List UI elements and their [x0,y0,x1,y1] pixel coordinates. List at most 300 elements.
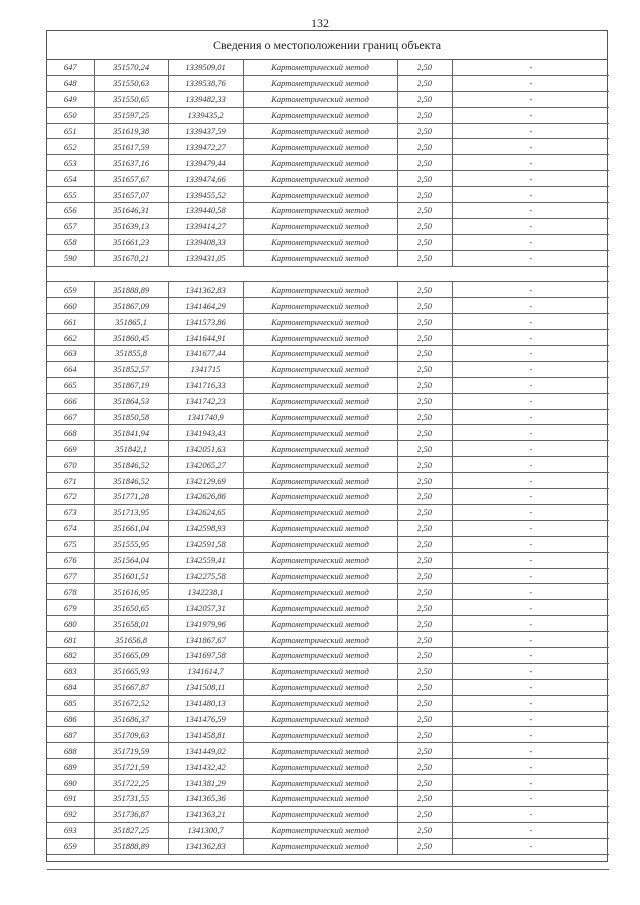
x-coordinate-cell: 351855,8 [94,346,168,362]
description-cell: - [452,632,609,648]
accuracy-cell: 2,50 [397,743,452,759]
method-cell: Картометрический метод [243,409,397,425]
description-cell: - [452,663,609,679]
point-number-cell: 673 [47,504,94,520]
description-cell: - [452,155,609,171]
y-coordinate-cell: 1341715 [168,361,243,377]
accuracy-cell: 2,50 [397,203,452,219]
x-coordinate-cell: 351661,23 [94,234,168,250]
point-number-cell: 648 [47,75,94,91]
table-row [47,663,609,679]
accuracy-cell: 2,50 [397,679,452,695]
accuracy-cell: 2,50 [397,632,452,648]
table-row [47,743,609,759]
table-row [47,457,609,473]
description-cell: - [452,600,609,616]
accuracy-cell: 2,50 [397,91,452,107]
x-coordinate-cell: 351736,87 [94,806,168,822]
description-cell: - [452,504,609,520]
accuracy-cell: 2,50 [397,425,452,441]
point-number-cell: 667 [47,409,94,425]
y-coordinate-cell: 1342559,41 [168,552,243,568]
accuracy-cell: 2,50 [397,663,452,679]
point-number-cell: 690 [47,775,94,791]
method-cell: Картометрический метод [243,663,397,679]
description-cell: - [452,473,609,489]
description-cell: - [452,409,609,425]
method-cell: Картометрический метод [243,759,397,775]
table-row [47,552,609,568]
description-cell: - [452,743,609,759]
accuracy-cell: 2,50 [397,600,452,616]
accuracy-cell: 2,50 [397,282,452,298]
x-coordinate-cell: 351601,51 [94,568,168,584]
accuracy-cell: 2,50 [397,759,452,775]
x-coordinate-cell: 351865,1 [94,314,168,330]
table-row [47,361,609,377]
point-number-cell: 691 [47,790,94,806]
accuracy-cell: 2,50 [397,298,452,314]
table-row [47,711,609,727]
x-coordinate-cell: 351888,89 [94,838,168,854]
point-number-cell: 688 [47,743,94,759]
x-coordinate-cell: 351570,24 [94,60,168,75]
table-row [47,504,609,520]
accuracy-cell: 2,50 [397,552,452,568]
point-number-cell: 684 [47,679,94,695]
y-coordinate-cell: 1342598,93 [168,520,243,536]
y-coordinate-cell: 1341362,83 [168,282,243,298]
y-coordinate-cell: 1341697,58 [168,647,243,663]
point-number-cell: 669 [47,441,94,457]
description-cell: - [452,393,609,409]
table-row [47,282,609,298]
description-cell: - [452,298,609,314]
table-row [47,155,609,171]
method-cell: Картометрический метод [243,838,397,854]
y-coordinate-cell: 1339431,05 [168,250,243,266]
y-coordinate-cell: 1341573,86 [168,314,243,330]
x-coordinate-cell: 351846,52 [94,457,168,473]
description-cell: - [452,647,609,663]
x-coordinate-cell: 351665,09 [94,647,168,663]
description-cell: - [452,759,609,775]
table-row [47,775,609,791]
point-number-cell: 679 [47,600,94,616]
accuracy-cell: 2,50 [397,504,452,520]
table-row [47,346,609,362]
x-coordinate-cell: 351550,65 [94,91,168,107]
point-number-cell: 658 [47,234,94,250]
accuracy-cell: 2,50 [397,377,452,393]
table-row [47,806,609,822]
y-coordinate-cell: 1341476,59 [168,711,243,727]
point-number-cell: 686 [47,711,94,727]
table-row [47,187,609,203]
x-coordinate-cell: 351616,95 [94,584,168,600]
method-cell: Картометрический метод [243,203,397,219]
x-coordinate-cell: 351550,63 [94,75,168,91]
description-cell: - [452,679,609,695]
x-coordinate-cell: 351555,95 [94,536,168,552]
method-cell: Картометрический метод [243,425,397,441]
method-cell: Картометрический метод [243,473,397,489]
x-coordinate-cell: 351661,04 [94,520,168,536]
point-number-cell: 650 [47,107,94,123]
description-cell: - [452,568,609,584]
x-coordinate-cell: 351658,01 [94,616,168,632]
method-cell: Картометрический метод [243,552,397,568]
description-cell: - [452,282,609,298]
y-coordinate-cell: 1341644,91 [168,330,243,346]
table-row [47,520,609,536]
y-coordinate-cell: 1342051,63 [168,441,243,457]
description-cell: - [452,806,609,822]
method-cell: Картометрический метод [243,91,397,107]
accuracy-cell: 2,50 [397,838,452,854]
y-coordinate-cell: 1339479,44 [168,155,243,171]
method-cell: Картометрический метод [243,695,397,711]
accuracy-cell: 2,50 [397,647,452,663]
description-cell: - [452,727,609,743]
point-number-cell: 659 [47,838,94,854]
method-cell: Картометрический метод [243,679,397,695]
method-cell: Картометрический метод [243,584,397,600]
accuracy-cell: 2,50 [397,393,452,409]
x-coordinate-cell: 351650,65 [94,600,168,616]
method-cell: Картометрический метод [243,155,397,171]
description-cell: - [452,457,609,473]
method-cell: Картометрический метод [243,806,397,822]
y-coordinate-cell: 1339440,58 [168,203,243,219]
description-cell: - [452,314,609,330]
x-coordinate-cell: 351672,52 [94,695,168,711]
description-cell: - [452,536,609,552]
method-cell: Картометрический метод [243,218,397,234]
point-number-cell: 693 [47,822,94,838]
accuracy-cell: 2,50 [397,775,452,791]
x-coordinate-cell: 351665,93 [94,663,168,679]
table-row [47,584,609,600]
point-number-cell: 653 [47,155,94,171]
x-coordinate-cell: 351722,25 [94,775,168,791]
table-row [47,171,609,187]
y-coordinate-cell: 1341508,11 [168,679,243,695]
y-coordinate-cell: 1341464,29 [168,298,243,314]
method-cell: Картометрический метод [243,568,397,584]
y-coordinate-cell: 1342129,69 [168,473,243,489]
point-number-cell: 661 [47,314,94,330]
x-coordinate-cell: 351656,8 [94,632,168,648]
table-row [47,218,609,234]
page-number: 132 [311,16,329,30]
point-number-cell: 590 [47,250,94,266]
accuracy-cell: 2,50 [397,155,452,171]
table-row [47,330,609,346]
description-cell: - [452,91,609,107]
y-coordinate-cell: 1341480,13 [168,695,243,711]
x-coordinate-cell: 351686,37 [94,711,168,727]
separator-cell [47,266,609,282]
y-coordinate-cell: 1339455,52 [168,187,243,203]
method-cell: Картометрический метод [243,330,397,346]
description-cell: - [452,60,609,75]
accuracy-cell: 2,50 [397,218,452,234]
x-coordinate-cell: 351719,59 [94,743,168,759]
method-cell: Картометрический метод [243,171,397,187]
description-cell: - [452,203,609,219]
y-coordinate-cell: 1341943,43 [168,425,243,441]
method-cell: Картометрический метод [243,790,397,806]
description-cell: - [452,441,609,457]
point-number-cell: 674 [47,520,94,536]
y-coordinate-cell: 1341458,81 [168,727,243,743]
x-coordinate-cell: 351867,09 [94,298,168,314]
y-coordinate-cell: 1342057,31 [168,600,243,616]
table-row [47,377,609,393]
method-cell: Картометрический метод [243,60,397,75]
method-cell: Картометрический метод [243,282,397,298]
table-row [47,123,609,139]
description-cell: - [452,361,609,377]
accuracy-cell: 2,50 [397,60,452,75]
description-cell: - [452,775,609,791]
coordinates-table-body [47,60,609,870]
point-number-cell: 668 [47,425,94,441]
y-coordinate-cell: 1341365,36 [168,790,243,806]
y-coordinate-cell: 1342275,58 [168,568,243,584]
y-coordinate-cell: 1339482,33 [168,91,243,107]
point-number-cell: 663 [47,346,94,362]
point-number-cell: 677 [47,568,94,584]
x-coordinate-cell: 351841,94 [94,425,168,441]
x-coordinate-cell: 351860,45 [94,330,168,346]
point-number-cell: 654 [47,171,94,187]
y-coordinate-cell: 1342065,27 [168,457,243,473]
point-number-cell: 675 [47,536,94,552]
method-cell: Картометрический метод [243,536,397,552]
y-coordinate-cell: 1339414,27 [168,218,243,234]
y-coordinate-cell: 1341614,7 [168,663,243,679]
method-cell: Картометрический метод [243,123,397,139]
table-row [47,568,609,584]
y-coordinate-cell: 1342238,1 [168,584,243,600]
table-row [47,393,609,409]
accuracy-cell: 2,50 [397,473,452,489]
method-cell: Картометрический метод [243,727,397,743]
method-cell: Картометрический метод [243,775,397,791]
x-coordinate-cell: 351864,53 [94,393,168,409]
y-coordinate-cell: 1341979,96 [168,616,243,632]
table-row [47,314,609,330]
method-cell: Картометрический метод [243,457,397,473]
accuracy-cell: 2,50 [397,520,452,536]
x-coordinate-cell: 351827,25 [94,822,168,838]
x-coordinate-cell: 351670,21 [94,250,168,266]
description-cell: - [452,250,609,266]
y-coordinate-cell: 1341740,9 [168,409,243,425]
table-row [47,425,609,441]
table-row [47,234,609,250]
accuracy-cell: 2,50 [397,489,452,505]
accuracy-cell: 2,50 [397,790,452,806]
description-cell: - [452,489,609,505]
description-cell: - [452,584,609,600]
point-number-cell: 666 [47,393,94,409]
point-number-cell: 665 [47,377,94,393]
accuracy-cell: 2,50 [397,727,452,743]
point-number-cell: 689 [47,759,94,775]
accuracy-cell: 2,50 [397,314,452,330]
x-coordinate-cell: 351842,1 [94,441,168,457]
point-number-cell: 672 [47,489,94,505]
description-cell: - [452,123,609,139]
method-cell: Картометрический метод [243,393,397,409]
accuracy-cell: 2,50 [397,346,452,362]
description-cell: - [452,107,609,123]
accuracy-cell: 2,50 [397,695,452,711]
table-row [47,600,609,616]
table-row [47,203,609,219]
description-cell: - [452,425,609,441]
x-coordinate-cell: 351713,95 [94,504,168,520]
y-coordinate-cell: 1339474,66 [168,171,243,187]
table-row [47,727,609,743]
x-coordinate-cell: 351619,38 [94,123,168,139]
table-row [47,298,609,314]
description-cell: - [452,346,609,362]
accuracy-cell: 2,50 [397,616,452,632]
y-coordinate-cell: 1339435,2 [168,107,243,123]
x-coordinate-cell: 351564,04 [94,552,168,568]
description-cell: - [452,75,609,91]
accuracy-cell: 2,50 [397,330,452,346]
y-coordinate-cell: 1341362,83 [168,838,243,854]
method-cell: Картометрический метод [243,743,397,759]
description-cell: - [452,711,609,727]
table-row [47,60,609,75]
accuracy-cell: 2,50 [397,568,452,584]
point-number-cell: 687 [47,727,94,743]
y-coordinate-cell: 1339408,33 [168,234,243,250]
x-coordinate-cell: 351731,55 [94,790,168,806]
point-number-cell: 671 [47,473,94,489]
point-number-cell: 657 [47,218,94,234]
table-row [47,250,609,266]
accuracy-cell: 2,50 [397,457,452,473]
point-number-cell: 680 [47,616,94,632]
y-coordinate-cell: 1339472,27 [168,139,243,155]
method-cell: Картометрический метод [243,711,397,727]
accuracy-cell: 2,50 [397,75,452,91]
table-row [47,107,609,123]
description-cell: - [452,695,609,711]
point-number-cell: 692 [47,806,94,822]
x-coordinate-cell: 351639,13 [94,218,168,234]
point-number-cell: 659 [47,282,94,298]
table-row [47,822,609,838]
description-cell: - [452,520,609,536]
x-coordinate-cell: 351646,31 [94,203,168,219]
description-cell: - [452,552,609,568]
table-row [47,409,609,425]
method-cell: Картометрический метод [243,647,397,663]
accuracy-cell: 2,50 [397,536,452,552]
x-coordinate-cell: 351850,58 [94,409,168,425]
accuracy-cell: 2,50 [397,123,452,139]
x-coordinate-cell: 351721,59 [94,759,168,775]
table-row [47,139,609,155]
method-cell: Картометрический метод [243,187,397,203]
description-cell: - [452,218,609,234]
boundary-table-frame [46,30,608,862]
point-number-cell: 647 [47,60,94,75]
point-number-cell: 655 [47,187,94,203]
accuracy-cell: 2,50 [397,250,452,266]
point-number-cell: 662 [47,330,94,346]
table-row [47,536,609,552]
accuracy-cell: 2,50 [397,711,452,727]
point-number-cell: 682 [47,647,94,663]
method-cell: Картометрический метод [243,250,397,266]
x-coordinate-cell: 351657,67 [94,171,168,187]
method-cell: Картометрический метод [243,441,397,457]
accuracy-cell: 2,50 [397,409,452,425]
accuracy-cell: 2,50 [397,806,452,822]
method-cell: Картометрический метод [243,504,397,520]
point-number-cell: 681 [47,632,94,648]
table-row [47,616,609,632]
y-coordinate-cell: 1341742,23 [168,393,243,409]
y-coordinate-cell: 1341300,7 [168,822,243,838]
point-number-cell: 656 [47,203,94,219]
x-coordinate-cell: 351771,28 [94,489,168,505]
accuracy-cell: 2,50 [397,139,452,155]
table-row [47,759,609,775]
coordinates-table [47,60,609,870]
point-number-cell: 670 [47,457,94,473]
x-coordinate-cell: 351888,89 [94,282,168,298]
accuracy-cell: 2,50 [397,441,452,457]
method-cell: Картометрический метод [243,361,397,377]
method-cell: Картометрический метод [243,139,397,155]
point-number-cell: 652 [47,139,94,155]
method-cell: Картометрический метод [243,822,397,838]
point-number-cell: 664 [47,361,94,377]
method-cell: Картометрический метод [243,520,397,536]
accuracy-cell: 2,50 [397,187,452,203]
separator-cell [47,854,609,870]
y-coordinate-cell: 1341381,29 [168,775,243,791]
x-coordinate-cell: 351657,07 [94,187,168,203]
method-cell: Картометрический метод [243,234,397,250]
description-cell: - [452,330,609,346]
method-cell: Картометрический метод [243,616,397,632]
accuracy-cell: 2,50 [397,822,452,838]
table-row [47,632,609,648]
description-cell: - [452,234,609,250]
description-cell: - [452,139,609,155]
description-cell: - [452,822,609,838]
y-coordinate-cell: 1339509,01 [168,60,243,75]
description-cell: - [452,616,609,632]
accuracy-cell: 2,50 [397,171,452,187]
y-coordinate-cell: 1339538,76 [168,75,243,91]
section-separator-row [47,266,609,282]
accuracy-cell: 2,50 [397,107,452,123]
y-coordinate-cell: 1341677,44 [168,346,243,362]
table-heading: Сведения о местоположении границ объекта [47,31,607,60]
